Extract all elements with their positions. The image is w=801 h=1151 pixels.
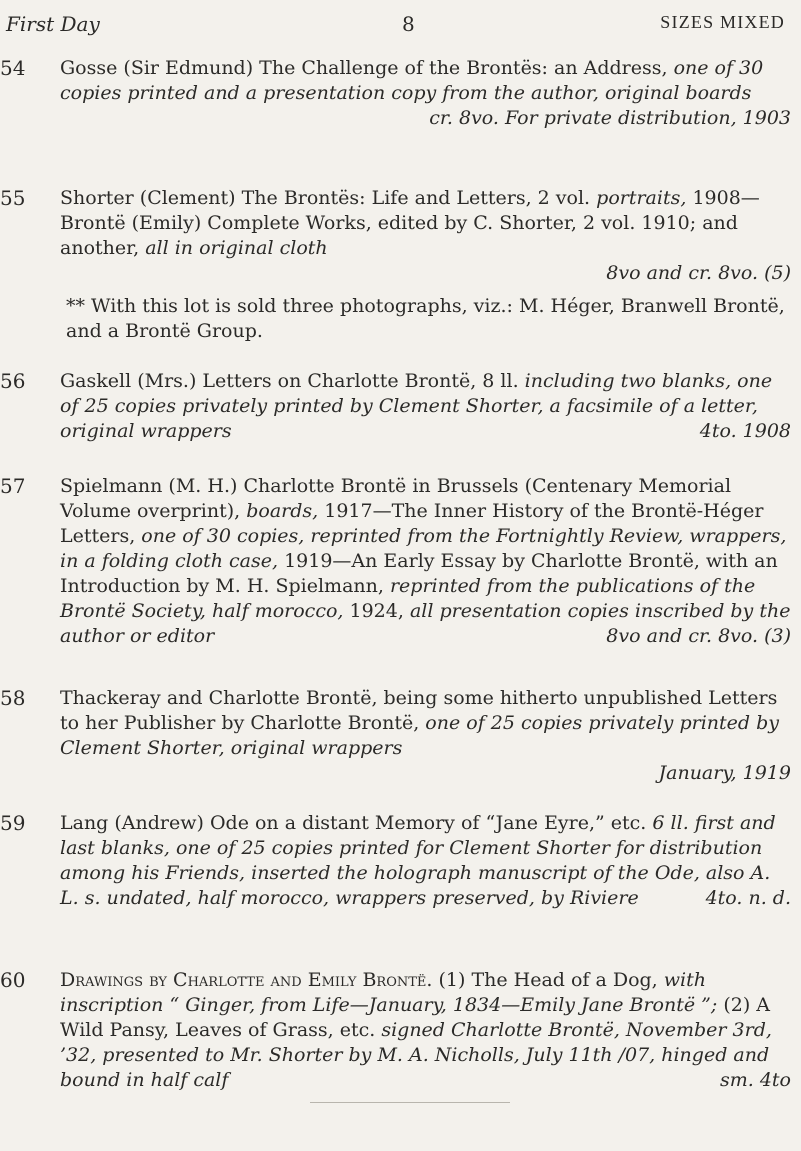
lot-number: 59 (0, 811, 26, 835)
lot-description (60, 369, 791, 444)
lot-format: cr. 8vo. For private distribution, 1903 (429, 107, 791, 129)
lot-number: 60 (0, 968, 26, 992)
header-day: First Day (6, 12, 100, 36)
lot-description (60, 186, 791, 344)
lot-number: 58 (0, 686, 26, 710)
page-header (0, 12, 801, 42)
lot-format: sm. 4to (719, 1069, 791, 1091)
section-divider (310, 1102, 510, 1103)
lot-text: (2) A Wild Pansy, Leaves of Grass, etc. (60, 994, 770, 1041)
lot-note: ** With this lot is sold three photographs, viz.: M. Héger, Branwell Brontë, and a Brontë Group. (66, 295, 785, 342)
lot-number: 55 (0, 186, 26, 210)
lot-text: Gaskell (Mrs.) Letters on Charlotte Brontë, 8 ll. (60, 370, 519, 392)
page-number: 8 (402, 12, 415, 36)
lot-number: 54 (0, 56, 26, 80)
lot-text-italic: reprinted from the publications of the Brontë Society, half morocco, (60, 575, 756, 622)
lot-text-italic: one of 30 copies printed and a presentation copy from the author, original boards (60, 57, 764, 104)
lot-format: 8vo and cr. 8vo. (3) (606, 625, 791, 647)
header-section: SIZES MIXED (660, 12, 785, 32)
lot-text-italic: one of 25 copies privately printed by Clement Shorter, original wrappers (60, 712, 779, 759)
lot-heading: Drawings by Charlotte and Emily Brontë. (60, 969, 433, 991)
lot-text-italic: all presentation copies inscribed by the author or editor (60, 600, 791, 647)
lot-text: 1924, (349, 600, 404, 622)
lot-text-italic: 6 ll. first and last blanks, one of 25 copies printed for Clement Shorter for distribution among his Friends, inserted the holograph manuscript of the Ode, also A. L. s. undated, half morocco, wrappers preserved, by Riviere (60, 812, 776, 909)
lot-text: 1919—An Early Essay by Charlotte Brontë, with an Introduction by M. H. Spielmann, (60, 550, 778, 597)
lot-number: 56 (0, 369, 26, 393)
lot-text-italic: boards, (246, 500, 319, 522)
lot-text-italic: signed Charlotte Brontë, November 3rd, ’32, presented to Mr. Shorter by M. A. Nicholls, July 11th /07, hinged and bound in half calf (60, 1019, 772, 1091)
lot-text-italic: with inscription “ Ginger, from Life—January, 1834—Emily Jane Brontë ”; (60, 969, 718, 1016)
lot-format: 4to. n. d. (705, 887, 791, 909)
lot-description (60, 686, 791, 786)
lot-format: 4to. 1908 (699, 420, 791, 442)
lot-text: (1) The Head of a Dog, (438, 969, 658, 991)
lot-number: 57 (0, 474, 26, 498)
lot-text-italic: one of 30 copies, reprinted from the Fortnightly Review, wrappers, in a folding cloth case, (60, 525, 787, 572)
lot-text: Lang (Andrew) Ode on a distant Memory of “Jane Eyre,” etc. (60, 812, 647, 834)
lot-text: Spielmann (M. H.) Charlotte Brontë in Brussels (Centenary Memorial Volume overprint), (60, 475, 732, 522)
lot-text-italic: portraits, (596, 187, 687, 209)
lot-text: Gosse (Sir Edmund) The Challenge of the Brontës: an Address, (60, 57, 668, 79)
lot-format: January, 1919 (658, 762, 791, 784)
lot-text: Thackeray and Charlotte Brontë, being some hitherto unpublished Letters to her Publisher by Charlotte Brontë, (60, 687, 778, 734)
lot-description (60, 56, 791, 131)
lot-description (60, 968, 791, 1093)
lot-text: 1908—Brontë (Emily) Complete Works, edited by C. Shorter, 2 vol. 1910; and another, (60, 187, 760, 259)
lot-text: Shorter (Clement) The Brontës: Life and Letters, 2 vol. (60, 187, 591, 209)
lot-description (60, 474, 791, 649)
lot-text-italic: including two blanks, one of 25 copies privately printed by Clement Shorter, a facsimile of a letter, original wrappers (60, 370, 773, 442)
lot-text-italic: all in original cloth (145, 237, 328, 259)
lot-description (60, 811, 791, 911)
lot-text: 1917—The Inner History of the Brontë-Héger Letters, (60, 500, 764, 547)
lot-format: 8vo and cr. 8vo. (5) (606, 262, 791, 284)
